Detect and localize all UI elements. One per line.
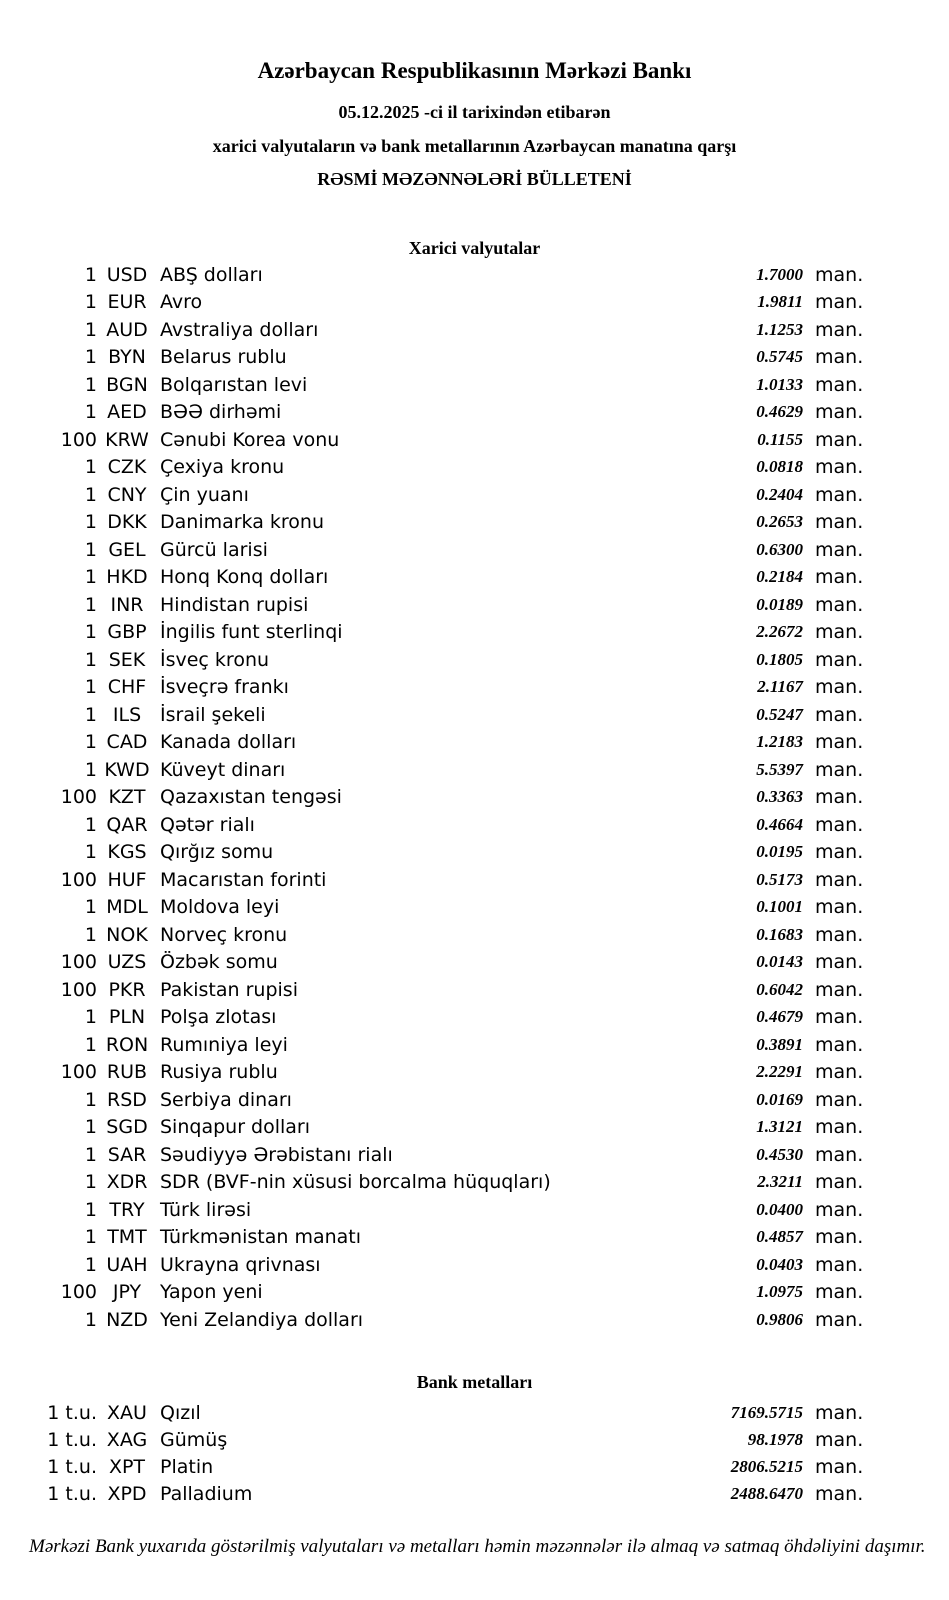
name-cell: Bolqarıstan levi <box>160 373 308 396</box>
table-row <box>0 426 949 454</box>
effective-date-line: 05.12.2025 -ci il tarixindən etibarən <box>338 102 611 122</box>
rate-cell: 2.2291 <box>756 1062 803 1082</box>
rate-cell: 0.5745 <box>756 347 803 367</box>
rate-cell: 0.3363 <box>756 787 803 807</box>
name-cell: Qırğız somu <box>160 841 274 864</box>
name-cell: Qızıl <box>160 1401 201 1424</box>
unit-cell: man. <box>815 401 864 424</box>
name-cell: Səudiyyə Ərəbistanı rialı <box>160 1143 393 1166</box>
rate-cell: 0.4857 <box>756 1227 803 1247</box>
unit-cell: man. <box>815 1116 864 1139</box>
page-title: Azərbaycan Respublikasının Mərkəzi Bankı <box>257 58 692 83</box>
name-cell: Gümüş <box>160 1428 228 1451</box>
code-cell: EUR <box>107 291 147 314</box>
qty-cell: 100 <box>60 951 97 974</box>
name-cell: Pakistan rupisi <box>160 978 298 1001</box>
unit-cell: man. <box>815 758 864 781</box>
table-row <box>0 1399 949 1426</box>
table-row <box>0 1453 949 1480</box>
unit-cell: man. <box>815 593 864 616</box>
code-cell: CAD <box>106 731 148 754</box>
code-cell: USD <box>106 263 148 286</box>
qty-cell: 1 <box>84 401 97 424</box>
table-row <box>0 894 949 922</box>
code-cell: NOK <box>106 923 148 946</box>
qty-cell: 1 <box>84 1226 97 1249</box>
table-row <box>0 509 949 537</box>
qty-cell: 100 <box>60 1061 97 1084</box>
rate-cell: 1.0975 <box>756 1282 803 1302</box>
table-row <box>0 1169 949 1197</box>
code-cell: JPY <box>112 1281 142 1304</box>
rate-cell: 0.1805 <box>756 649 803 669</box>
qty-cell: 1 <box>84 648 97 671</box>
rate-cell: 1.3121 <box>756 1117 803 1137</box>
qty-cell: 1 <box>84 758 97 781</box>
name-cell: Avro <box>160 291 203 314</box>
code-cell: GEL <box>108 538 146 561</box>
name-cell: İsrail şekeli <box>160 703 266 726</box>
rate-cell: 2488.6470 <box>730 1483 803 1503</box>
rate-cell: 2806.5215 <box>730 1456 803 1476</box>
name-cell: Sinqapur dolları <box>160 1116 311 1139</box>
table-row <box>0 536 949 564</box>
rate-cell: 0.3891 <box>756 1034 803 1054</box>
name-cell: Yapon yeni <box>160 1281 263 1304</box>
qty-cell: 1 <box>84 373 97 396</box>
bulletin-title: RƏSMİ MƏZƏNNƏLƏRİ BÜLLETENİ <box>317 169 632 189</box>
unit-cell: man. <box>815 1061 864 1084</box>
currency-rates-table <box>0 261 949 1334</box>
table-row <box>0 921 949 949</box>
table-row <box>0 784 949 812</box>
code-cell: RUB <box>106 1061 148 1084</box>
name-cell: Küveyt dinarı <box>160 758 286 781</box>
code-cell: INR <box>110 593 144 616</box>
code-cell: SEK <box>108 648 146 671</box>
code-cell: CNY <box>107 483 147 506</box>
name-cell: SDR (BVF-nin xüsusi borcalma hüquqları) <box>160 1171 551 1194</box>
unit-cell: man. <box>815 1455 864 1478</box>
code-cell: XAG <box>106 1428 148 1451</box>
unit-cell: man. <box>815 621 864 644</box>
code-cell: ILS <box>112 703 142 726</box>
qty-cell: 1 <box>84 318 97 341</box>
unit-cell: man. <box>815 263 864 286</box>
qty-cell: 1 <box>84 731 97 754</box>
table-row <box>0 701 949 729</box>
qty-cell: 1 <box>84 511 97 534</box>
qty-cell: 1 <box>84 841 97 864</box>
table-row <box>0 1306 949 1334</box>
code-cell: XPD <box>107 1482 147 1505</box>
rate-cell: 0.0189 <box>756 594 803 614</box>
rate-cell: 0.0169 <box>756 1089 803 1109</box>
unit-cell: man. <box>815 511 864 534</box>
table-row <box>0 1224 949 1252</box>
code-cell: TRY <box>109 1198 145 1221</box>
rate-cell: 2.1167 <box>757 677 803 697</box>
table-row <box>0 1480 949 1507</box>
code-cell: KRW <box>105 428 149 451</box>
qty-cell: 1 t.u. <box>47 1482 97 1505</box>
rate-cell: 1.0133 <box>756 374 803 394</box>
code-cell: DKK <box>107 511 147 534</box>
table-row <box>0 1251 949 1279</box>
table-row <box>0 949 949 977</box>
rate-cell: 0.9806 <box>756 1309 803 1329</box>
qty-cell: 100 <box>60 978 97 1001</box>
name-cell: Gürcü larisi <box>160 538 268 561</box>
name-cell: Rumıniya leyi <box>160 1033 288 1056</box>
code-cell: SGD <box>106 1116 148 1139</box>
rate-cell: 0.0818 <box>756 457 803 477</box>
rate-cell: 7169.5715 <box>730 1402 803 1422</box>
qty-cell: 1 <box>84 1171 97 1194</box>
code-cell: BYN <box>108 346 146 369</box>
code-cell: XDR <box>106 1171 148 1194</box>
table-row <box>0 344 949 372</box>
unit-cell: man. <box>815 841 864 864</box>
unit-cell: man. <box>815 456 864 479</box>
qty-cell: 1 <box>84 1033 97 1056</box>
table-row <box>0 1279 949 1307</box>
code-cell: BGN <box>106 373 148 396</box>
code-cell: SAR <box>107 1143 147 1166</box>
qty-cell: 1 <box>84 896 97 919</box>
unit-cell: man. <box>815 1143 864 1166</box>
rate-cell: 0.2653 <box>756 512 803 532</box>
code-cell: XAU <box>107 1401 147 1424</box>
rate-cell: 5.5397 <box>756 759 803 779</box>
unit-cell: man. <box>815 1088 864 1111</box>
code-cell: XPT <box>108 1455 146 1478</box>
table-row <box>0 976 949 1004</box>
table-row <box>0 839 949 867</box>
rate-cell: 0.4664 <box>756 814 803 834</box>
table-row <box>0 591 949 619</box>
name-cell: Türk lirəsi <box>160 1198 252 1221</box>
rate-cell: 0.6300 <box>756 539 803 559</box>
name-cell: Çexiya kronu <box>160 456 285 479</box>
code-cell: GBP <box>107 621 147 644</box>
qty-cell: 1 <box>84 456 97 479</box>
table-row <box>0 866 949 894</box>
name-cell: İsveç kronu <box>160 648 270 671</box>
unit-cell: man. <box>815 951 864 974</box>
name-cell: Macarıstan forinti <box>160 868 327 891</box>
qty-cell: 1 <box>84 483 97 506</box>
name-cell: Türkmənistan manatı <box>160 1226 362 1249</box>
table-row <box>0 316 949 344</box>
subject-line: xarici valyutaların və bank metallarının Azərbaycan manatına qarşı <box>212 136 737 156</box>
name-cell: Danimarka kronu <box>160 511 325 534</box>
code-cell: KGS <box>107 841 147 864</box>
qty-cell: 1 <box>84 291 97 314</box>
name-cell: Platin <box>160 1455 214 1478</box>
code-cell: UAH <box>106 1253 148 1276</box>
table-row <box>0 261 949 289</box>
unit-cell: man. <box>815 566 864 589</box>
unit-cell: man. <box>815 346 864 369</box>
rate-cell: 1.2183 <box>756 732 803 752</box>
qty-cell: 100 <box>60 868 97 891</box>
qty-cell: 100 <box>60 786 97 809</box>
unit-cell: man. <box>815 1033 864 1056</box>
name-cell: Avstraliya dolları <box>160 318 319 341</box>
table-row <box>0 1141 949 1169</box>
unit-cell: man. <box>815 896 864 919</box>
rate-cell: 0.2404 <box>756 484 803 504</box>
qty-cell: 1 <box>84 676 97 699</box>
unit-cell: man. <box>815 1308 864 1331</box>
code-cell: PLN <box>108 1006 146 1029</box>
name-cell: Moldova leyi <box>160 896 280 919</box>
name-cell: Kanada dolları <box>160 731 297 754</box>
rate-cell: 0.0403 <box>756 1254 803 1274</box>
name-cell: İsveçrə frankı <box>160 676 289 699</box>
name-cell: Rusiya rublu <box>160 1061 278 1084</box>
code-cell: UZS <box>107 951 147 974</box>
code-cell: NZD <box>106 1308 148 1331</box>
qty-cell: 1 <box>84 1088 97 1111</box>
qty-cell: 1 <box>84 538 97 561</box>
code-cell: KWD <box>104 758 150 781</box>
name-cell: ABŞ dolları <box>160 263 263 286</box>
qty-cell: 1 <box>84 1198 97 1221</box>
rate-cell: 0.1683 <box>756 924 803 944</box>
rate-cell: 1.9811 <box>757 292 803 312</box>
rate-cell: 2.3211 <box>757 1172 803 1192</box>
unit-cell: man. <box>815 676 864 699</box>
table-row <box>0 289 949 317</box>
rate-cell: 0.4530 <box>756 1144 803 1164</box>
table-row <box>0 811 949 839</box>
table-row <box>0 674 949 702</box>
code-cell: AUD <box>106 318 148 341</box>
name-cell: İngilis funt sterlinqi <box>160 621 343 644</box>
name-cell: Özbək somu <box>160 951 278 974</box>
unit-cell: man. <box>815 483 864 506</box>
rate-cell: 0.1001 <box>756 897 803 917</box>
unit-cell: man. <box>815 318 864 341</box>
table-row <box>0 619 949 647</box>
table-row <box>0 1114 949 1142</box>
unit-cell: man. <box>815 703 864 726</box>
table-row <box>0 729 949 757</box>
section-title-currencies: Xarici valyutalar <box>408 238 541 258</box>
name-cell: Belarus rublu <box>160 346 287 369</box>
unit-cell: man. <box>815 1006 864 1029</box>
qty-cell: 1 <box>84 923 97 946</box>
rate-cell: 0.0400 <box>756 1199 803 1219</box>
code-cell: HUF <box>107 868 147 891</box>
unit-cell: man. <box>815 373 864 396</box>
unit-cell: man. <box>815 291 864 314</box>
rate-cell: 0.0195 <box>756 842 803 862</box>
unit-cell: man. <box>815 538 864 561</box>
table-row <box>0 371 949 399</box>
unit-cell: man. <box>815 923 864 946</box>
qty-cell: 100 <box>60 1281 97 1304</box>
name-cell: Qazaxıstan tengəsi <box>160 786 342 809</box>
unit-cell: man. <box>815 428 864 451</box>
qty-cell: 1 <box>84 566 97 589</box>
code-cell: PKR <box>108 978 146 1001</box>
unit-cell: man. <box>815 1428 864 1451</box>
table-row <box>0 1196 949 1224</box>
qty-cell: 1 <box>84 1143 97 1166</box>
name-cell: Honq Konq dolları <box>160 566 329 589</box>
name-cell: Palladium <box>160 1482 253 1505</box>
table-row <box>0 1059 949 1087</box>
table-row <box>0 646 949 674</box>
name-cell: Çin yuanı <box>160 483 249 506</box>
code-cell: AED <box>107 401 147 424</box>
rate-cell: 1.1253 <box>756 319 803 339</box>
name-cell: Ukrayna qrivnası <box>160 1253 321 1276</box>
rate-cell: 1.7000 <box>756 264 803 284</box>
name-cell: Hindistan rupisi <box>160 593 309 616</box>
unit-cell: man. <box>815 1482 864 1505</box>
table-row <box>0 1004 949 1032</box>
code-cell: TMT <box>107 1226 147 1249</box>
unit-cell: man. <box>815 1253 864 1276</box>
rate-cell: 0.0143 <box>756 952 803 972</box>
rate-cell: 0.1155 <box>757 429 803 449</box>
qty-cell: 1 t.u. <box>47 1428 97 1451</box>
table-row <box>0 481 949 509</box>
name-cell: Yeni Zelandiya dolları <box>160 1308 364 1331</box>
qty-cell: 1 t.u. <box>47 1401 97 1424</box>
qty-cell: 1 <box>84 1006 97 1029</box>
unit-cell: man. <box>815 648 864 671</box>
rate-cell: 0.5173 <box>756 869 803 889</box>
rate-cell: 0.6042 <box>756 979 803 999</box>
qty-cell: 1 <box>84 593 97 616</box>
qty-cell: 1 <box>84 621 97 644</box>
section-title-metals: Bank metalları <box>416 1372 533 1392</box>
rate-cell: 98.1978 <box>747 1429 803 1449</box>
code-cell: MDL <box>106 896 148 919</box>
qty-cell: 1 <box>84 1253 97 1276</box>
qty-cell: 1 <box>84 263 97 286</box>
name-cell: Polşa zlotası <box>160 1006 277 1029</box>
code-cell: RON <box>105 1033 149 1056</box>
code-cell: QAR <box>106 813 148 836</box>
code-cell: CHF <box>107 676 147 699</box>
qty-cell: 1 <box>84 813 97 836</box>
table-row <box>0 1086 949 1114</box>
rate-cell: 0.5247 <box>756 704 803 724</box>
unit-cell: man. <box>815 978 864 1001</box>
unit-cell: man. <box>815 1281 864 1304</box>
unit-cell: man. <box>815 731 864 754</box>
rate-cell: 2.2672 <box>756 622 803 642</box>
code-cell: RSD <box>107 1088 147 1111</box>
name-cell: Norveç kronu <box>160 923 288 946</box>
footer-note: Mərkəzi Bank yuxarıda göstərilmiş valyutaları və metalları həmin məzənnələr ilə almaq və satmaq öhdəliyini daşımır. <box>29 1536 926 1557</box>
table-row <box>0 399 949 427</box>
unit-cell: man. <box>815 1198 864 1221</box>
name-cell: BƏƏ dirhəmi <box>160 401 282 424</box>
name-cell: Serbiya dinarı <box>160 1088 292 1111</box>
rate-cell: 0.4629 <box>756 402 803 422</box>
table-row <box>0 1031 949 1059</box>
code-cell: HKD <box>106 566 148 589</box>
unit-cell: man. <box>815 1171 864 1194</box>
name-cell: Qətər rialı <box>160 813 255 836</box>
unit-cell: man. <box>815 1401 864 1424</box>
table-row <box>0 454 949 482</box>
unit-cell: man. <box>815 813 864 836</box>
code-cell: CZK <box>107 456 147 479</box>
qty-cell: 1 <box>84 703 97 726</box>
code-cell: KZT <box>108 786 146 809</box>
table-row <box>0 756 949 784</box>
rate-cell: 0.2184 <box>756 567 803 587</box>
qty-cell: 1 <box>84 346 97 369</box>
unit-cell: man. <box>815 1226 864 1249</box>
rate-cell: 0.4679 <box>756 1007 803 1027</box>
table-row <box>0 1426 949 1453</box>
qty-cell: 1 <box>84 1116 97 1139</box>
unit-cell: man. <box>815 786 864 809</box>
name-cell: Cənubi Korea vonu <box>160 428 340 451</box>
qty-cell: 100 <box>60 428 97 451</box>
metal-rates-table <box>0 1399 949 1507</box>
unit-cell: man. <box>815 868 864 891</box>
table-row <box>0 564 949 592</box>
qty-cell: 1 t.u. <box>47 1455 97 1478</box>
qty-cell: 1 <box>84 1308 97 1331</box>
